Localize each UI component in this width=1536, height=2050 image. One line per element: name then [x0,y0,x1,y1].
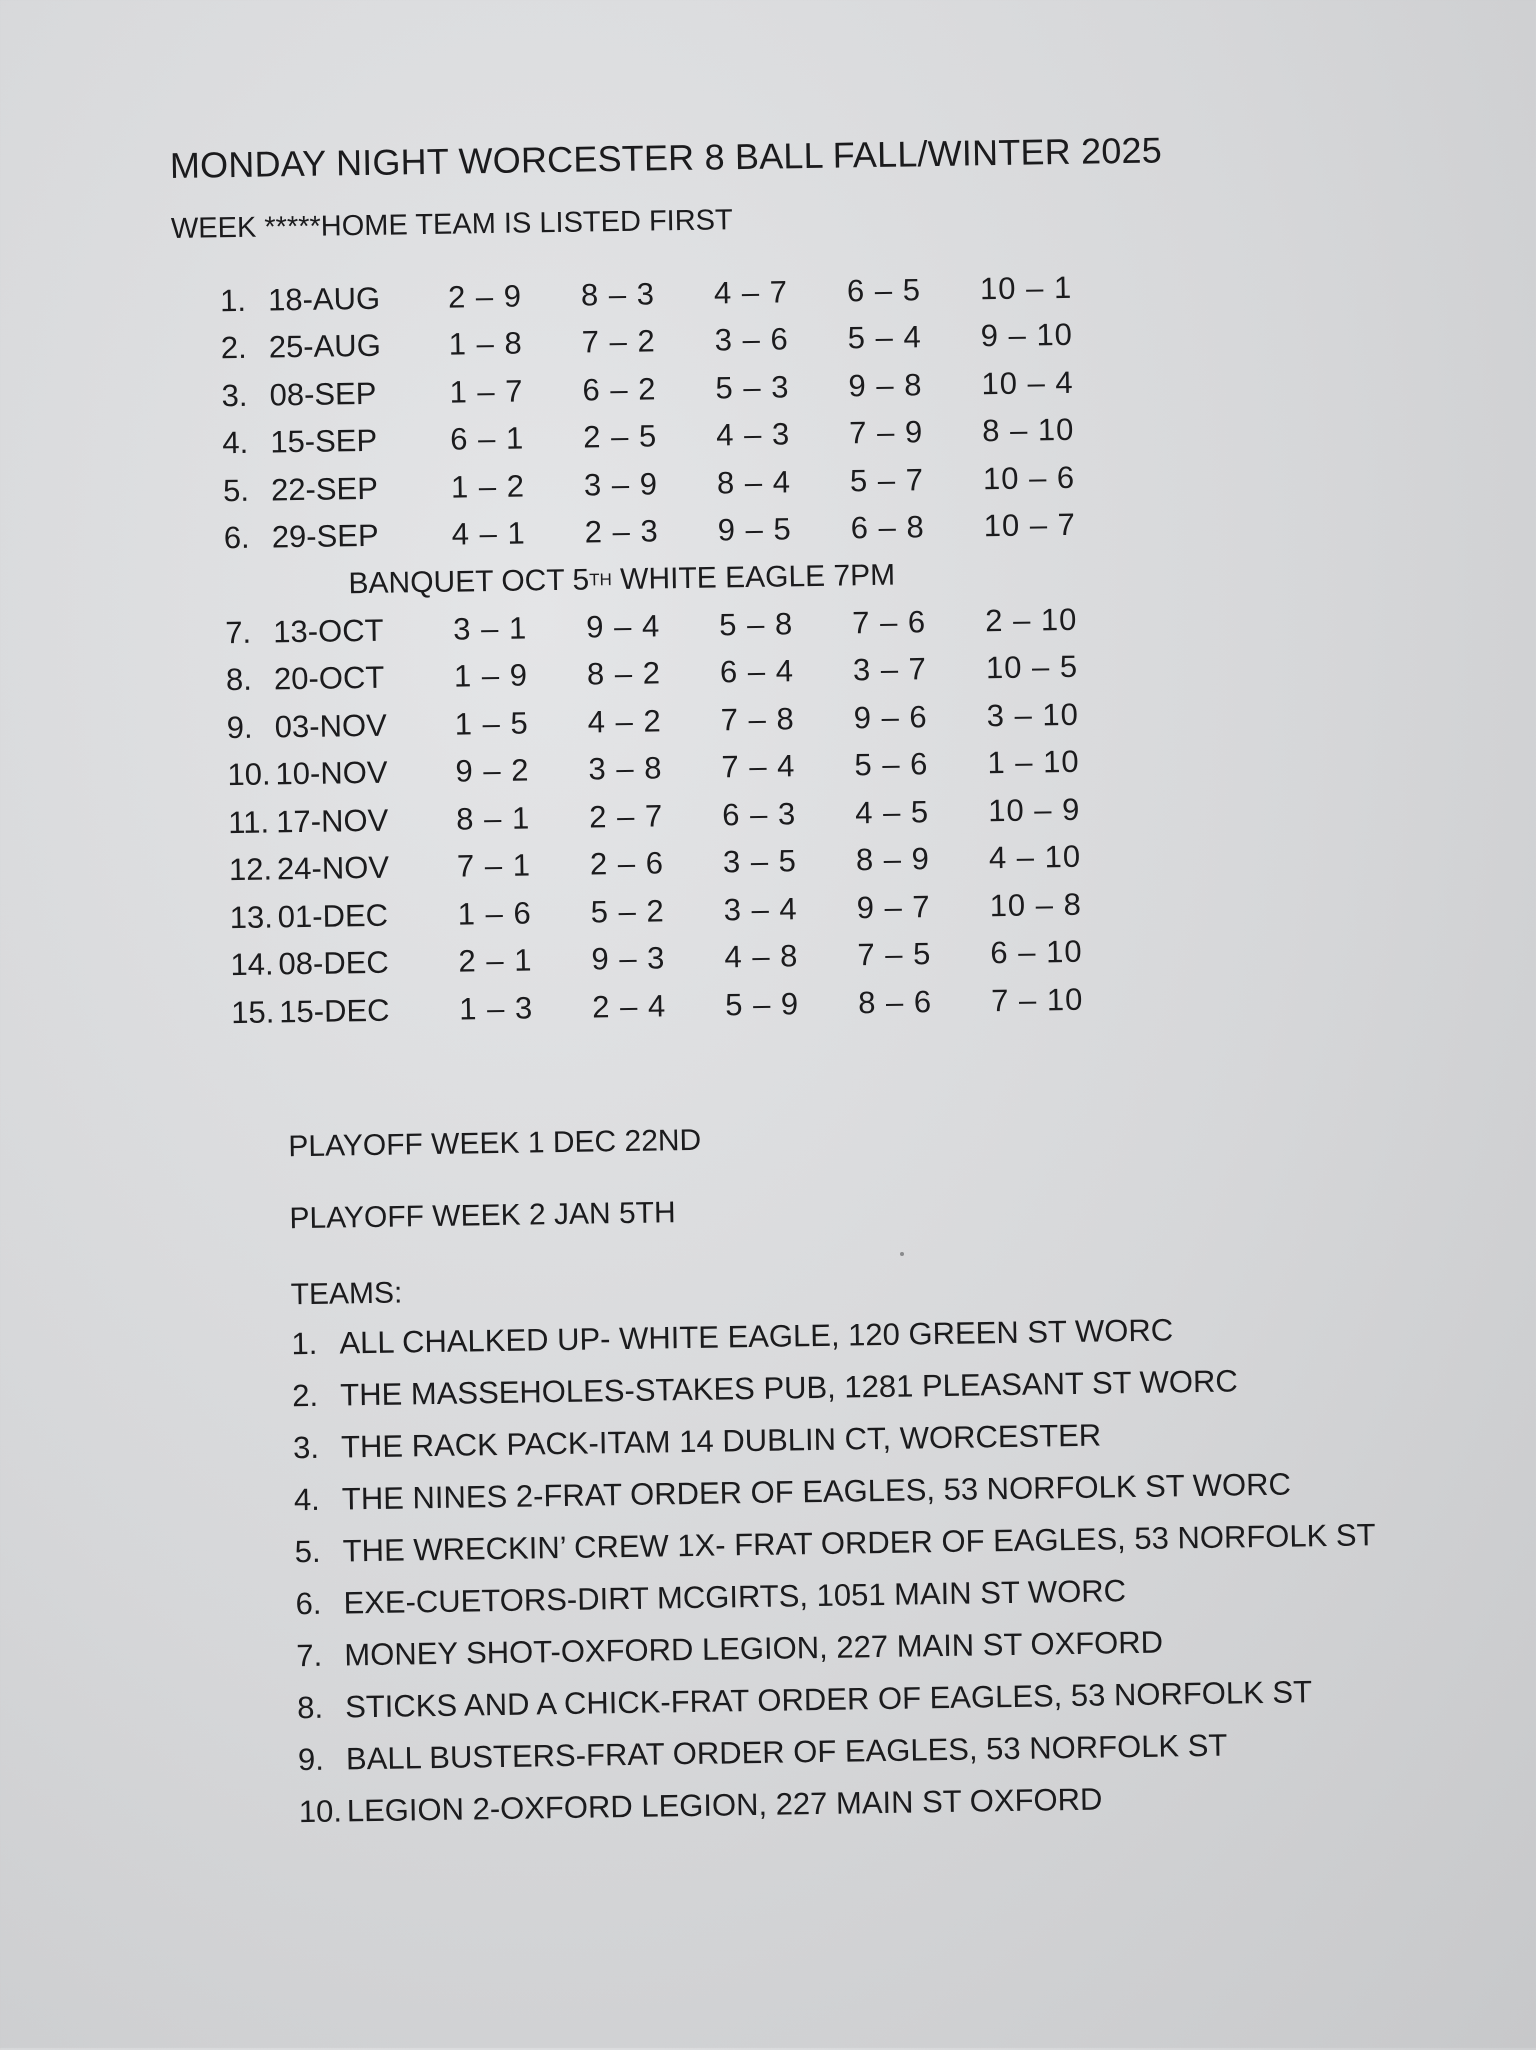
match: 1 – 7 [449,373,524,410]
match: 7 – 2 [581,323,656,360]
week-number: 10. [227,756,271,793]
team-name: THE RACK PACK-ITAM 14 DUBLIN CT, WORCESTER [340,1417,1102,1465]
match: 4 – 1 [451,515,526,552]
banquet-text-rest: WHITE EAGLE 7PM [611,558,896,596]
match: 7 – 5 [857,936,932,973]
week-date: 13-OCT [272,612,384,650]
match: 3 – 5 [722,843,798,880]
match: 1 – 5 [454,705,529,742]
match: 5 – 8 [718,606,794,643]
match: 2 – 4 [591,988,667,1025]
week-number: 13. [229,899,274,935]
week-number: 4. [222,425,249,461]
match: 6 – 5 [846,271,922,309]
match: 3 – 4 [723,890,798,928]
match: 4 – 2 [587,703,662,740]
match: 1 – 10 [987,744,1080,781]
week-number: 14. [230,946,274,983]
match: 4 – 3 [715,416,791,453]
match: 9 – 3 [591,940,666,977]
match: 10 – 7 [983,507,1077,544]
match: 9 – 4 [585,608,661,645]
match: 8 – 6 [857,983,933,1021]
team-number: 6. [295,1585,322,1622]
week-date: 15-SEP [270,423,378,460]
match: 10 – 9 [987,791,1081,828]
match: 7 – 6 [851,603,927,641]
week-date: 22-SEP [270,470,379,508]
teams-list [291,1301,1380,1838]
match: 7 – 9 [848,414,924,451]
match: 2 – 10 [984,601,1078,638]
week-date: 24-NOV [276,849,390,887]
playoff-week-2: PLAYOFF WEEK 2 JAN 5TH [289,1196,676,1236]
match: 2 – 9 [447,278,523,315]
match: 9 – 2 [455,752,530,789]
week-number: 2. [220,330,247,366]
week-number: 8. [225,662,253,698]
team-number: 8. [296,1689,324,1726]
team-number: 3. [292,1429,320,1466]
match: 3 – 6 [714,321,789,358]
team-number: 5. [294,1533,321,1570]
match: 10 – 6 [982,459,1076,497]
match: 2 – 5 [582,418,658,455]
match: 5 – 4 [847,319,922,356]
match: 5 – 3 [715,369,790,406]
match: 1 – 6 [457,895,532,932]
week-number: 9. [226,709,253,745]
team-number: 1. [291,1325,318,1362]
match: 8 – 10 [981,412,1075,449]
team-name: ALL CHALKED UP- WHITE EAGLE, 120 GREEN ST WORC [339,1312,1174,1361]
match: 2 – 3 [584,513,659,550]
match: 3 – 10 [986,696,1080,733]
week-date: 08-DEC [278,944,390,982]
match: 10 – 1 [979,269,1073,307]
match: 5 – 7 [849,461,925,499]
week-date: 25-AUG [268,327,382,365]
playoff-week-1: PLAYOFF WEEK 1 DEC 22ND [288,1123,702,1164]
match: 6 – 10 [990,934,1083,971]
team-name: MONEY SHOT-OXFORD LEGION, 227 MAIN ST OXFORD [344,1624,1164,1673]
page-title: MONDAY NIGHT WORCESTER 8 BALL FALL/WINTER 2025 [169,129,1163,186]
team-number: 7. [296,1637,323,1674]
week-date: 20-OCT [273,659,385,697]
match: 9 – 10 [980,317,1074,354]
week-number: 6. [223,520,250,556]
match: 10 – 4 [981,364,1074,402]
week-number: 1. [219,282,247,318]
team-name: LEGION 2-OXFORD LEGION, 227 MAIN ST OXFORD [346,1781,1103,1829]
week-date: 03-NOV [274,707,388,745]
week-date: 10-NOV [275,754,388,792]
match: 8 – 4 [716,464,792,501]
match: 9 – 7 [856,888,931,926]
week-date: 17-NOV [275,802,389,840]
match: 6 – 4 [719,653,795,690]
team-number: 9. [297,1741,325,1778]
week-number: 5. [222,472,250,508]
match: 2 – 6 [589,845,665,882]
match: 3 – 9 [583,466,659,503]
match: 10 – 5 [985,649,1079,686]
match: 8 – 2 [586,655,662,692]
match: 9 – 8 [848,366,923,404]
week-number: 15. [230,994,275,1030]
match: 2 – 1 [458,942,533,979]
match: 8 – 1 [455,800,531,837]
match: 6 – 2 [582,371,657,408]
team-number: 4. [293,1481,321,1518]
week-date: 08-SEP [269,375,377,413]
week-number: 3. [221,377,248,413]
paper-speck [900,1252,904,1256]
week-number: 12. [228,851,273,888]
week-number: 7. [224,614,252,650]
match: 4 – 7 [713,274,789,311]
match: 3 – 1 [452,610,528,647]
team-name: THE MASSEHOLES-STAKES PUB, 1281 PLEASANT ST WORC [339,1363,1238,1413]
match: 10 – 8 [989,886,1083,923]
banquet-ordinal: TH [588,569,612,589]
match: 9 – 6 [853,698,928,736]
match: 5 – 6 [854,746,929,783]
teams-heading: TEAMS: [290,1276,403,1312]
week-date: 15-DEC [278,992,390,1030]
match: 4 – 8 [724,938,799,975]
team-number: 2. [291,1377,319,1414]
week-date: 29-SEP [271,518,379,555]
banquet-text: BANQUET OCT 5 [348,562,590,600]
match: 7 – 10 [990,981,1084,1018]
match: 3 – 7 [852,651,928,688]
team-name: EXE-CUETORS-DIRT MCGIRTS, 1051 MAIN ST WORC [343,1573,1127,1621]
match: 4 – 10 [988,839,1082,876]
schedule-list [220,263,1125,1036]
match: 7 – 8 [720,701,795,738]
match: 1 – 8 [448,325,523,362]
match: 1 – 3 [458,990,534,1027]
team-name: BALL BUSTERS-FRAT ORDER OF EAGLES, 53 NORFOLK ST [345,1727,1228,1777]
match: 2 – 7 [588,798,664,835]
match: 6 – 3 [721,795,797,833]
match: 6 – 8 [850,509,925,546]
match: 1 – 9 [453,657,529,694]
week-date: 01-DEC [277,897,389,935]
match: 8 – 3 [580,276,656,313]
match: 8 – 9 [855,841,931,878]
week-number: 11. [227,804,270,840]
match: 1 – 2 [450,468,526,505]
week-date: 18-AUG [267,280,381,318]
match: 7 – 1 [456,847,532,884]
match: 5 – 2 [590,893,665,930]
match: 9 – 5 [717,511,792,548]
team-name: THE WRECKIN’ CREW 1X- FRAT ORDER OF EAGLES, 53 NORFOLK ST [342,1517,1376,1569]
match: 4 – 5 [854,793,930,831]
match: 6 – 1 [449,420,525,457]
page-subtitle: WEEK *****HOME TEAM IS LISTED FIRST [170,204,733,245]
match: 3 – 8 [588,750,663,787]
match: 7 – 4 [721,748,796,785]
match: 5 – 9 [724,985,800,1023]
team-number: 10. [298,1793,343,1830]
team-name: STICKS AND A CHICK-FRAT ORDER OF EAGLES, 53 NORFOLK ST [344,1674,1313,1725]
team-name: THE NINES 2-FRAT ORDER OF EAGLES, 53 NORFOLK ST WORC [341,1466,1292,1517]
